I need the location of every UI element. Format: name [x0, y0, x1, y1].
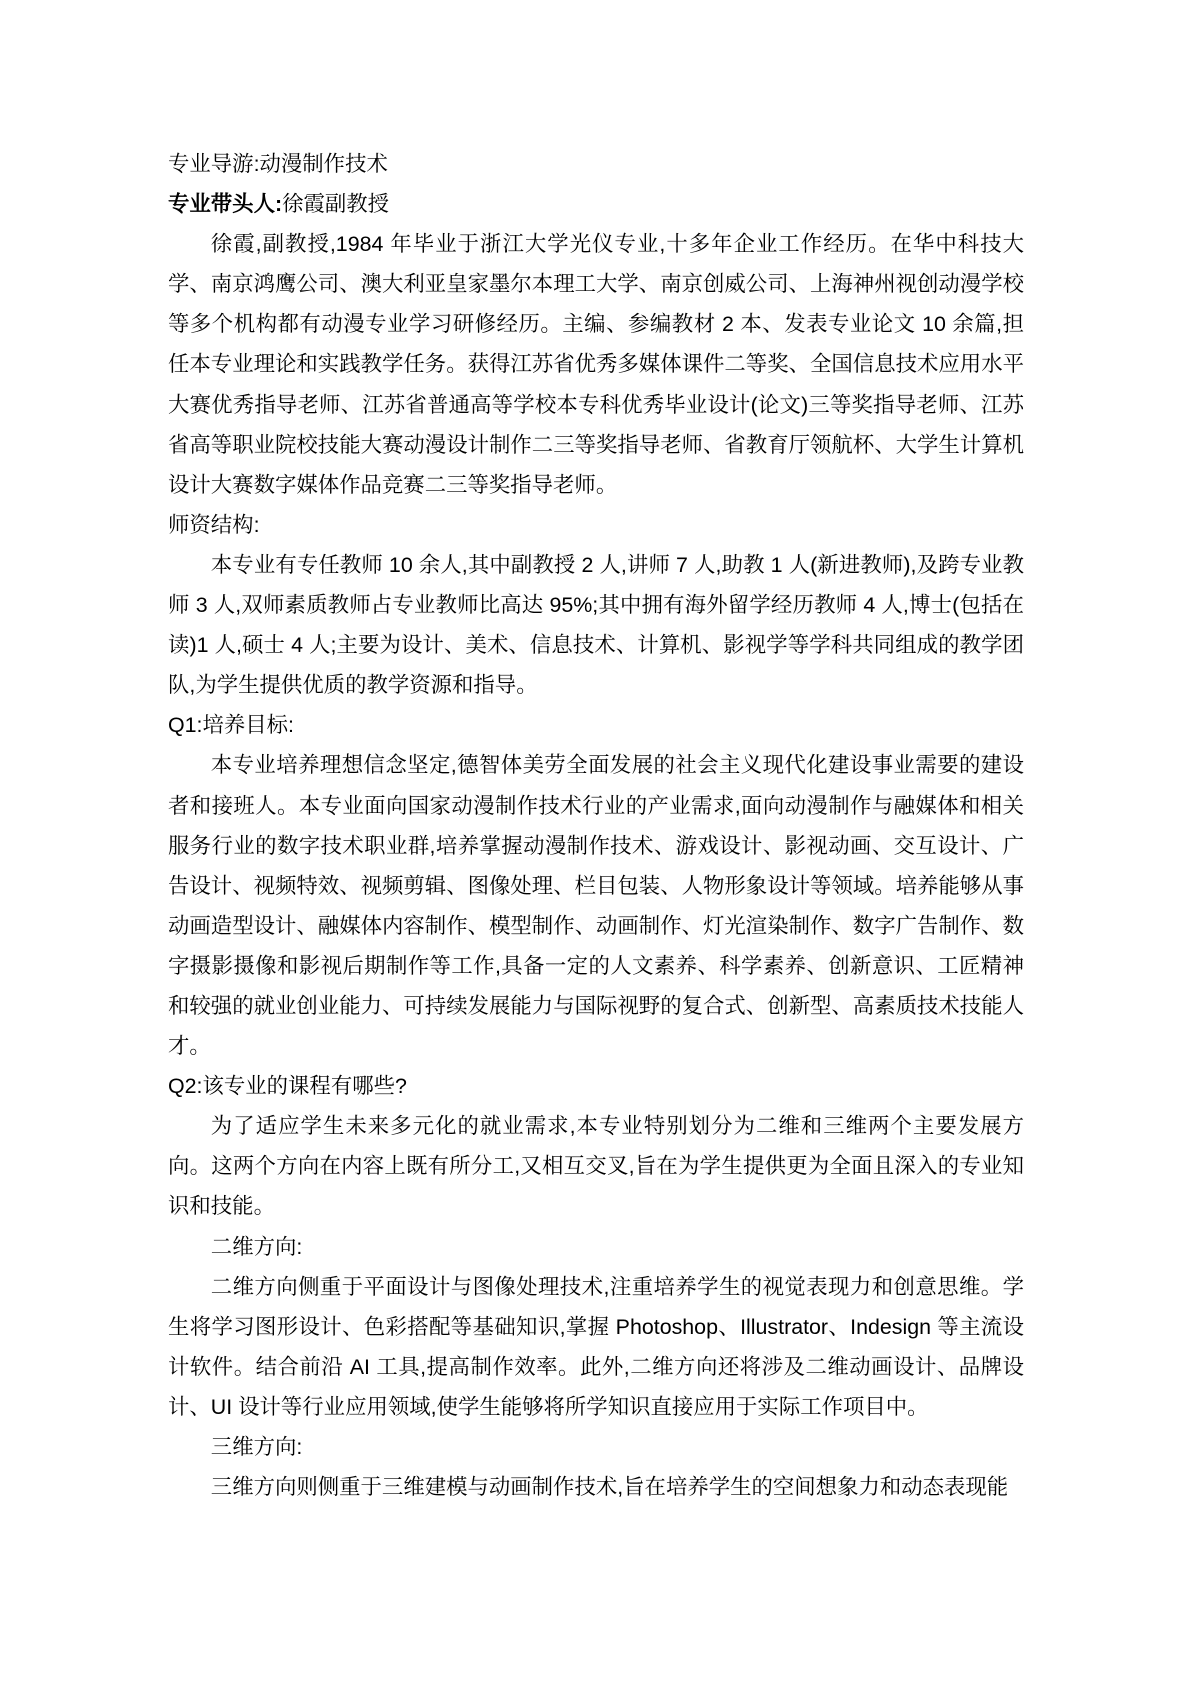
q1-heading: Q1:培养目标: — [168, 713, 294, 738]
track-2d-paragraph: 二维方向侧重于平面设计与图像处理技术,注重培养学生的视觉表现力和创意思维。学生将学习图形设计、色彩搭配等基础知识,掌握 Photoshop、Illustrator、Indesign 等主流设计软件。结合前沿 AI 工具,提高制作效率。此外,二维方向还将涉及二维动画设计、品牌设计、UI 设计等行业应用领域,使学生能够将所学知识直接应用于实际工作项目中。 — [168, 1274, 1024, 1419]
faculty-structure-paragraph: 本专业有专任教师 10 余人,其中副教授 2 人,讲师 7 人,助教 1 人(新进教师),及跨专业教师 3 人,双师素质教师占专业教师比高达 95%;其中拥有海外留学经历教师 4 人,博士(包括在读)1 人,硕士 4 人;主要为设计、美术、信息技术、计算机、影视学等学科共同组成的教学团队,为学生提供优质的教学资源和指导。 — [168, 552, 1024, 698]
leader-name: 徐霞副教授 — [282, 192, 390, 217]
leader-line — [168, 184, 1024, 224]
faculty-structure-heading: 师资结构: — [168, 512, 260, 537]
track-3d-paragraph: 三维方向则侧重于三维建模与动画制作技术,旨在培养学生的空间想象力和动态表现能 — [210, 1475, 1009, 1500]
leader-bio-paragraph: 徐霞,副教授,1984 年毕业于浙江大学光仪专业,十多年企业工作经历。在华中科技大学、南京鸿鹰公司、澳大利亚皇家墨尔本理工大学、南京创威公司、上海神州视创动漫学校等多个机构都有动漫专业学习研修经历。主编、参编教材 2 本、发表专业论文 10 余篇,担任本专业理论和实践教学任务。获得江苏省优秀多媒体课件二等奖、全国信息技术应用水平大赛优秀指导老师、江苏省普通高等学校本专科优秀毕业设计(论文)三等奖指导老师、江苏省高等职业院校技能大赛动漫设计制作二三等奖指导老师、省教育厅领航杯、大学生计算机设计大赛数字媒体作品竞赛二三等奖指导老师。 — [168, 232, 1024, 497]
q2-intro-paragraph: 为了适应学生未来多元化的就业需求,本专业特别划分为二维和三维两个主要发展方向。这两个方向在内容上既有所分工,又相互交叉,旨在为学生提供更为全面且深入的专业知识和技能。 — [168, 1114, 1024, 1219]
q2-heading: Q2:该专业的课程有哪些? — [168, 1074, 407, 1099]
track-2d-label: 二维方向: — [210, 1234, 303, 1259]
track-3d-label: 三维方向: — [210, 1435, 303, 1459]
q1-paragraph: 本专业培养理想信念坚定,德智体美劳全面发展的社会主义现代化建设事业需要的建设者和接班人。本专业面向国家动漫制作技术行业的产业需求,面向动漫制作与融媒体和相关服务行业的数字技术职业群,培养掌握动漫制作技术、游戏设计、影视动画、交互设计、广告设计、视频特效、视频剪辑、图像处理、栏目包装、人物形象设计等领域。培养能够从事动画造型设计、融媒体内容制作、模型制作、动画制作、灯光渲染制作、数字广告制作、数字摄影摄像和影视后期制作等工作,具备一定的人文素养、科学素养、创新意识、工匠精神和较强的就业创业能力、可持续发展能力与国际视野的复合式、创新型、高素质技术技能人才。 — [168, 753, 1024, 1059]
doc-title: 专业导游:动漫制作技术 — [168, 152, 388, 176]
leader-label: 专业带头人: — [168, 192, 283, 217]
